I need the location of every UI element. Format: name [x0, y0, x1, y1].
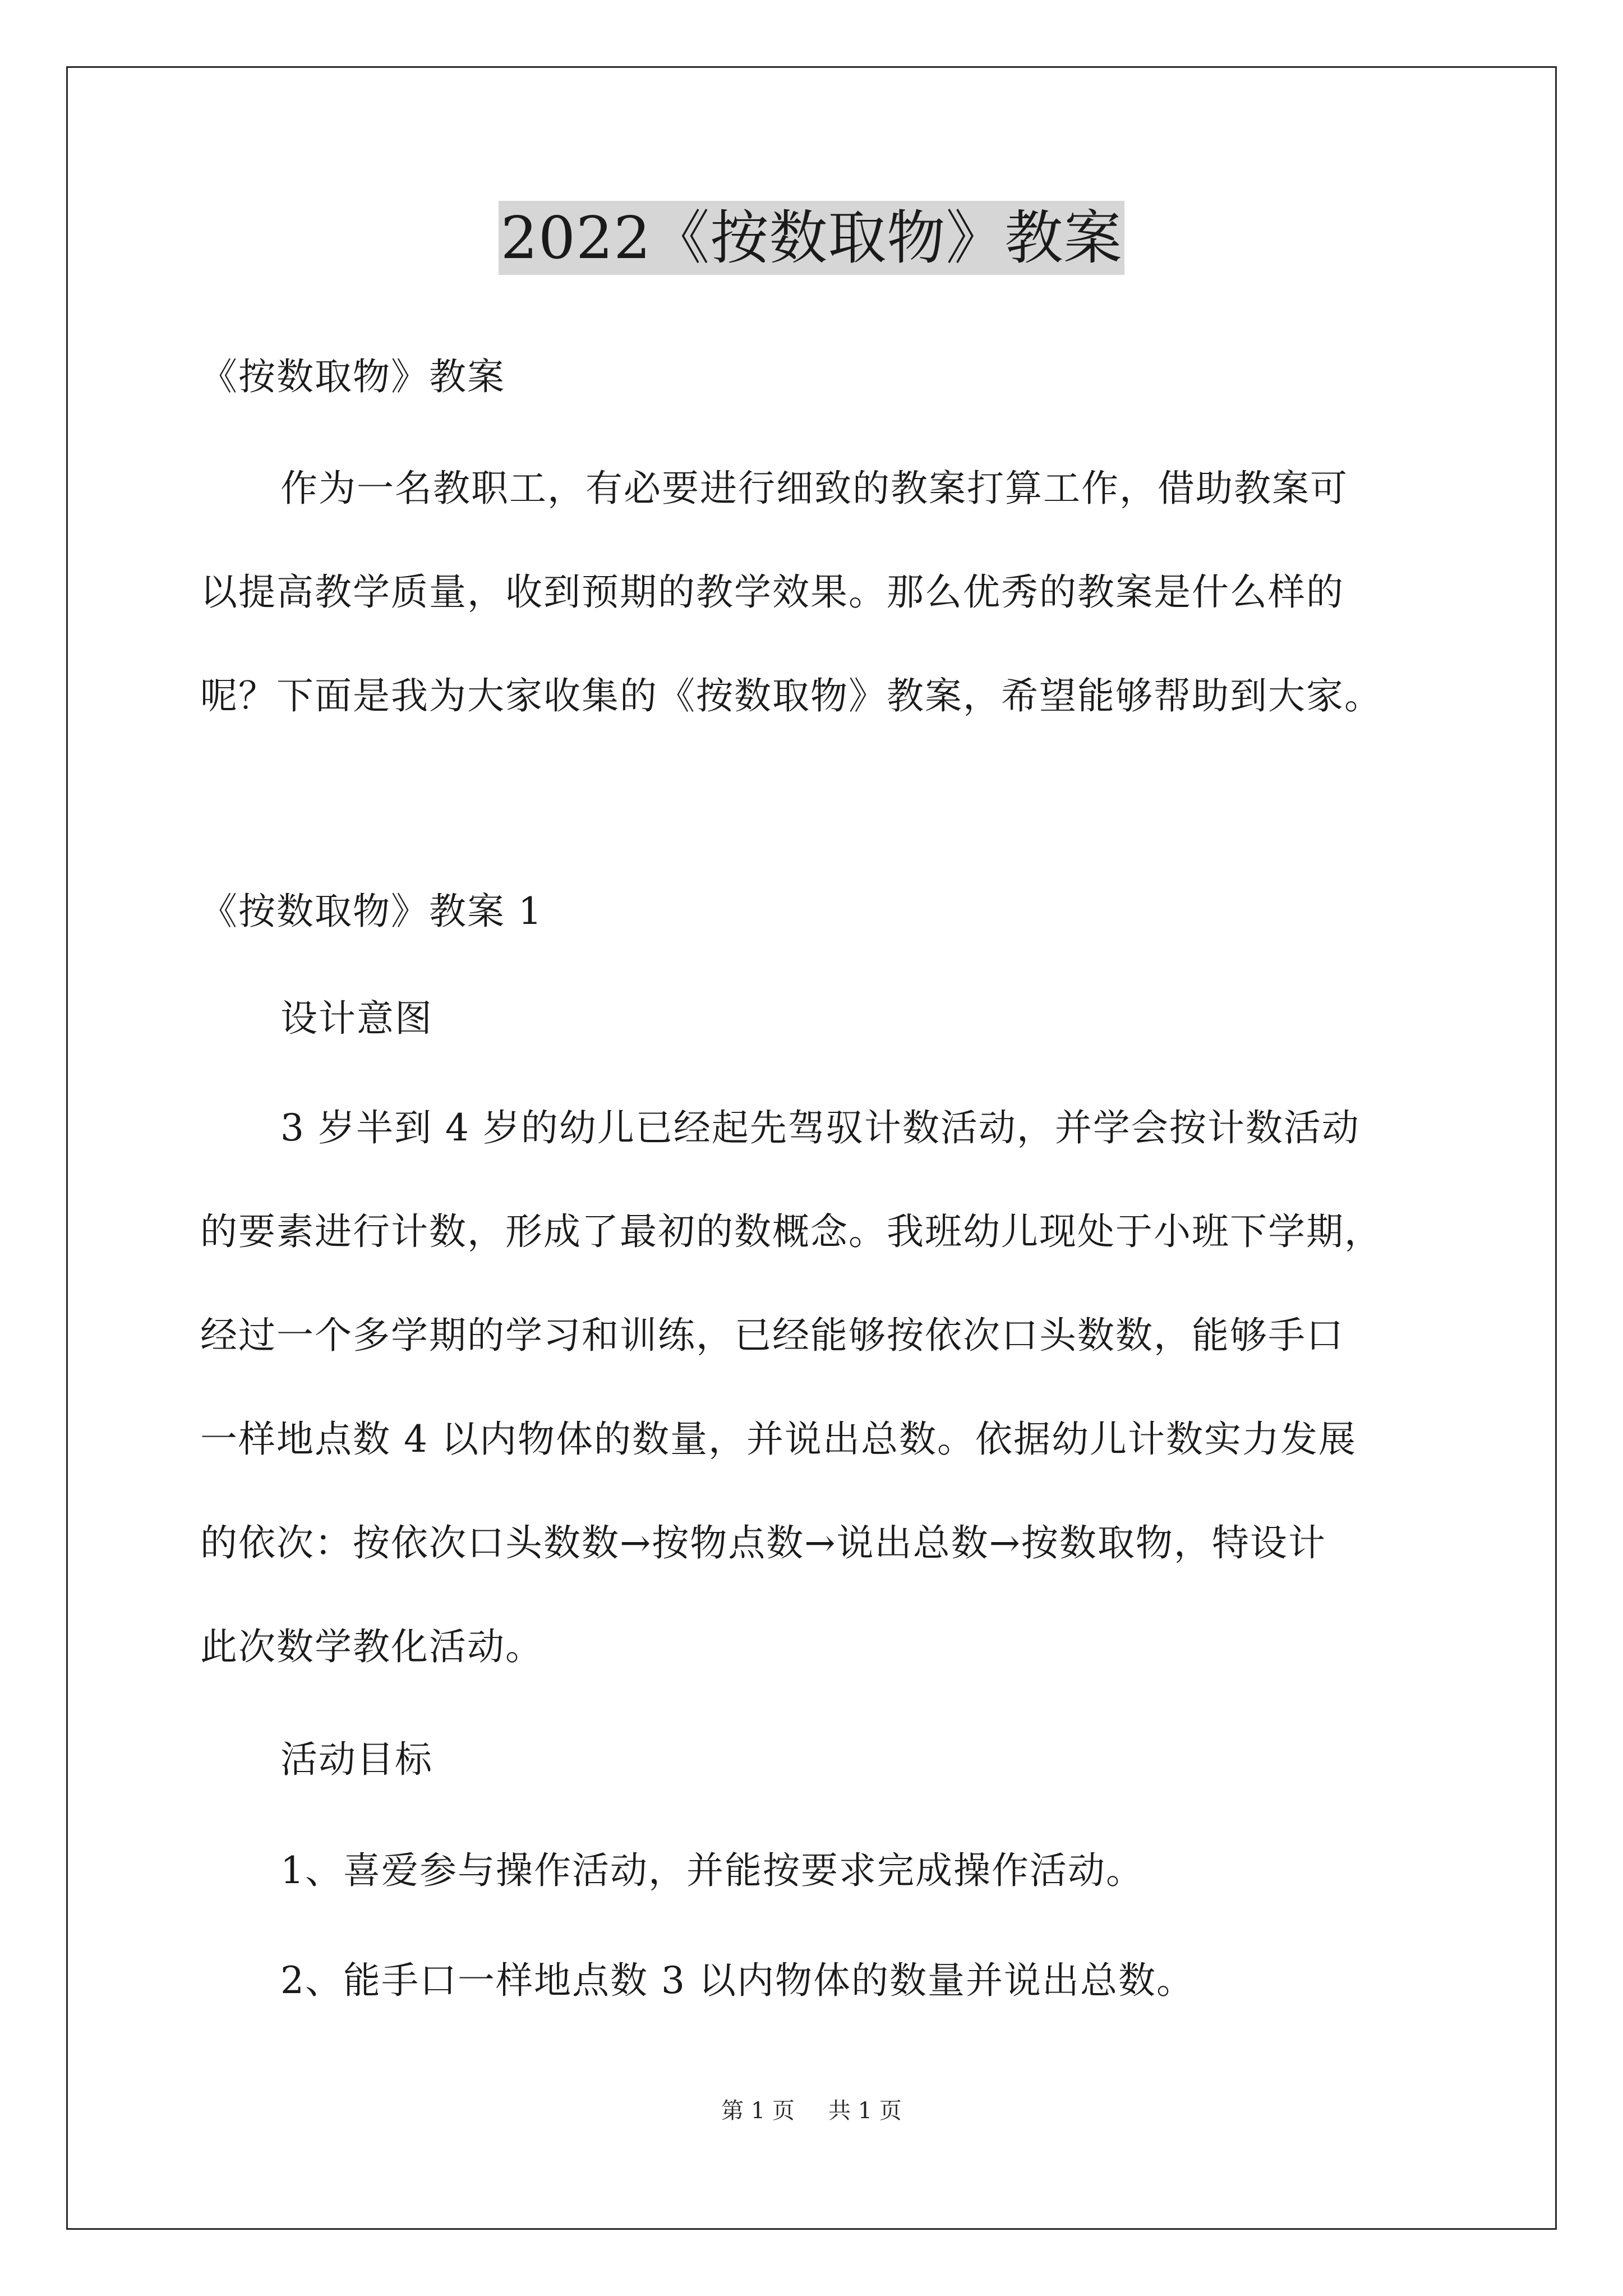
design-line: 经过一个多学期的学习和训练，已经能够按依次口头数数，能够手口	[200, 1314, 1344, 1357]
page-total: 共 1 页	[828, 2098, 902, 2124]
intro-line: 作为一名教职工，有必要进行细致的教案打算工作，借助教案可	[280, 467, 1348, 510]
design-line: 的依次：按依次口头数数→按物点数→说出总数→按数取物，特设计	[200, 1521, 1326, 1565]
design-line: 此次数学教化活动。	[200, 1625, 543, 1668]
design-heading: 设计意图	[280, 997, 433, 1040]
design-line: 的要素进行计数，形成了最初的数概念。我班幼儿现处于小班下学期，	[200, 1210, 1382, 1253]
intro-line: 以提高教学质量，收到预期的教学效果。那么优秀的教案是什么样的	[200, 570, 1344, 614]
intro-line: 呢？下面是我为大家收集的《按数取物》教案，希望能够帮助到大家。	[200, 674, 1382, 717]
goal-item: 2、能手口一样地点数 3 以内物体的数量并说出总数。	[280, 1959, 1195, 2002]
page-number: 第 1 页	[721, 2098, 795, 2124]
section-heading: 《按数取物》教案 1	[200, 890, 543, 933]
goal-item: 1、喜爱参与操作活动，并能按要求完成操作活动。	[280, 1849, 1144, 1892]
goals-heading: 活动目标	[280, 1738, 433, 1781]
page-footer	[0, 2097, 1623, 2125]
page-title: 2022《按数取物》教案	[499, 201, 1125, 275]
subtitle: 《按数取物》教案	[200, 355, 505, 398]
design-line: 一样地点数 4 以内物体的数量，并说出总数。依据幼儿计数实力发展	[200, 1418, 1357, 1461]
design-line: 3 岁半到 4 岁的幼儿已经起先驾驭计数活动，并学会按计数活动	[280, 1106, 1360, 1149]
title-container	[0, 201, 1623, 275]
